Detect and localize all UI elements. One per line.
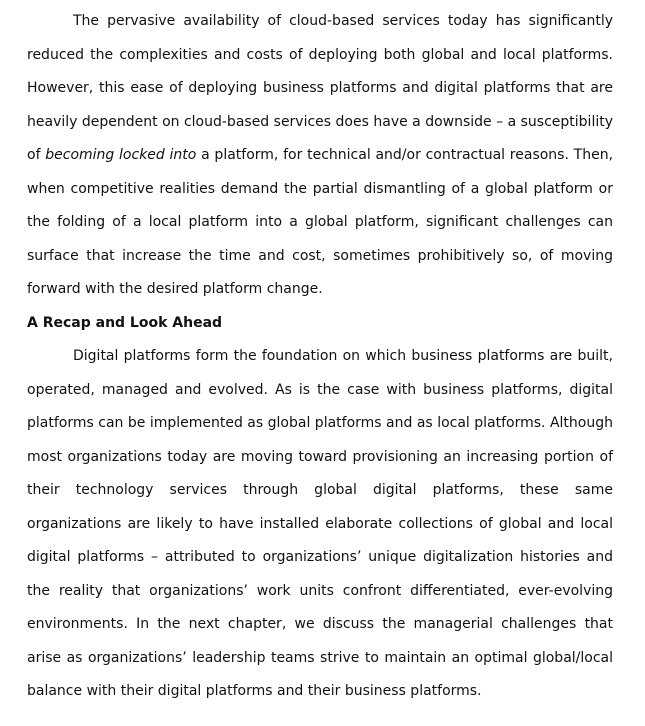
paragraph-1-italic-phrase: becoming locked into: [45, 147, 197, 163]
paragraph-cloud-services: [27, 5, 613, 307]
document-page: [27, 5, 613, 709]
paragraph-1-text-start: The pervasive availability of cloud-based services today has significantly reduced the complexities and costs of deploying both global and local platforms. However, this ease of deploying business platforms and digital platforms that are heavily dependent on cloud-based services does have a downside – a susceptibility of: [27, 13, 613, 163]
section-heading: A Recap and Look Ahead: [27, 314, 223, 331]
paragraph-1-text-end: a platform, for technical and/or contractual reasons. Then, when competitive realities demand the partial dismantling of a global platform or the folding of a local platform into a global platform, significant challenges can surface that increase the time and cost, sometimes prohibitively so, of moving forward with the desired platform change.: [27, 147, 614, 297]
paragraph-recap: Digital platforms form the foundation on which business platforms are built, operated, managed and evolved. As is the case with business platforms, digital platforms can be implemented as global platforms and as local platforms. Although most organizations today are moving toward provisioning an increasing portion of their technology services through global digital platforms, these same organizations are likely to have installed elaborate collections of global and local digital platforms – attributed to organizations’ unique digitalization histories and the reality that organizations’ work units confront differentiated, ever-evolving environments. In the next chapter, we discuss the managerial challenges that arise as organizations’ leadership teams strive to maintain an optimal global/local balance with their digital platforms and their business platforms.: [27, 348, 613, 699]
